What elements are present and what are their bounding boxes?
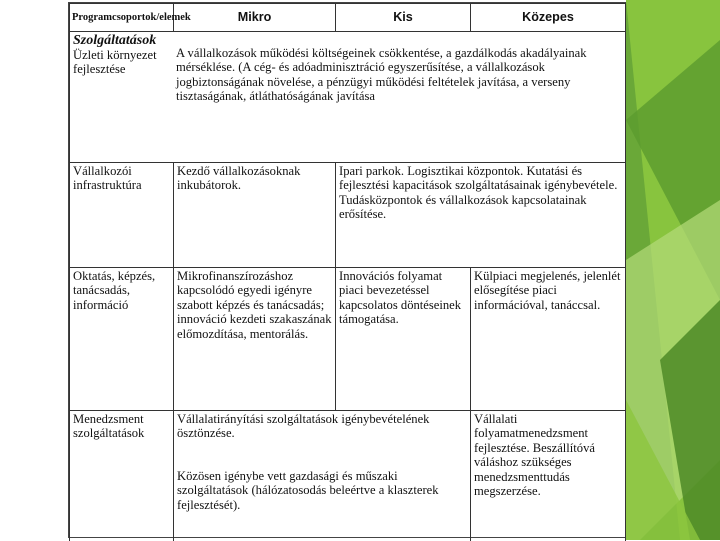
header-mikro: Mikro <box>174 4 336 32</box>
row-label: Vállalkozói infrastruktúra <box>70 163 174 268</box>
header-kozepes: Közepes <box>471 4 626 32</box>
cell-kis: Innovációs folyamat piaci bevezetéssel kapcsolatos döntéseinek támogatása. <box>336 268 471 411</box>
table-row <box>70 163 626 268</box>
span-text-cell <box>174 33 622 161</box>
table-row <box>70 32 626 163</box>
cell-mikro: Mikrofinanszírozáshoz kapcsolódó egyedi igényre szabott képzés és tanácsadás; innováció kezdeti szakaszának előmozdítása, mentorálás. <box>174 268 336 411</box>
business-environment-text: A vállalkozások működési költségeinek csökkentése, a gazdálkodás akadályainak mérséklése. (A cég- és adóadminisztráció egyszerűsítése, a vállalkozások jogbiztonságának növelése, a pénzügyi működési feltételek javítása, a verseny tisztaságának, átláthatóságának javítása <box>176 46 587 103</box>
row-label: Üzleti környezet fejlesztése <box>73 48 157 76</box>
cell-kozepes: Külpiaci megjelenés, jelenlét elősegítése piaci információval, tanáccsal. <box>471 268 626 411</box>
section-title-services: Szolgáltatások <box>73 33 172 48</box>
management-text-b: Közösen igénybe vett gazdasági és műszaki szolgáltatások (hálózatosodás beleértve a klaszterek fejlesztését). <box>177 469 439 512</box>
table-row <box>70 268 626 411</box>
cell-kozepes: Vállalati folyamatmenedzsment fejlesztése. Beszállítóvá váláshoz szükséges menedzsmenttudás megszerzése. <box>471 411 626 541</box>
management-text-a: Vállalatirányítási szolgáltatások igénybevételének ösztönzése. <box>177 412 429 440</box>
row-label: Oktatás, képzés, tanácsadás, információ <box>70 268 174 411</box>
cell-kis-kozepes: Ipari parkok. Logisztikai központok. Kutatási és fejlesztési kapacitások szolgáltatásainak igénybevétele. Tudásközpontok és vállalkozások kapcsolatainak erősítése. <box>336 163 626 268</box>
cell-mikro: Kezdő vállalkozásoknak inkubátorok. <box>174 163 336 268</box>
program-table <box>69 3 626 541</box>
header-row <box>70 4 626 32</box>
table-row <box>70 411 626 541</box>
cell-mikro-kis <box>174 411 471 541</box>
row-business-environment <box>70 32 626 163</box>
document-page <box>68 2 626 538</box>
row-label-cell <box>73 33 174 161</box>
header-program-groups: Programcsoportok/elemek <box>70 4 174 32</box>
row-label: Menedzsment szolgáltatások <box>70 411 174 541</box>
header-kis: Kis <box>336 4 471 32</box>
